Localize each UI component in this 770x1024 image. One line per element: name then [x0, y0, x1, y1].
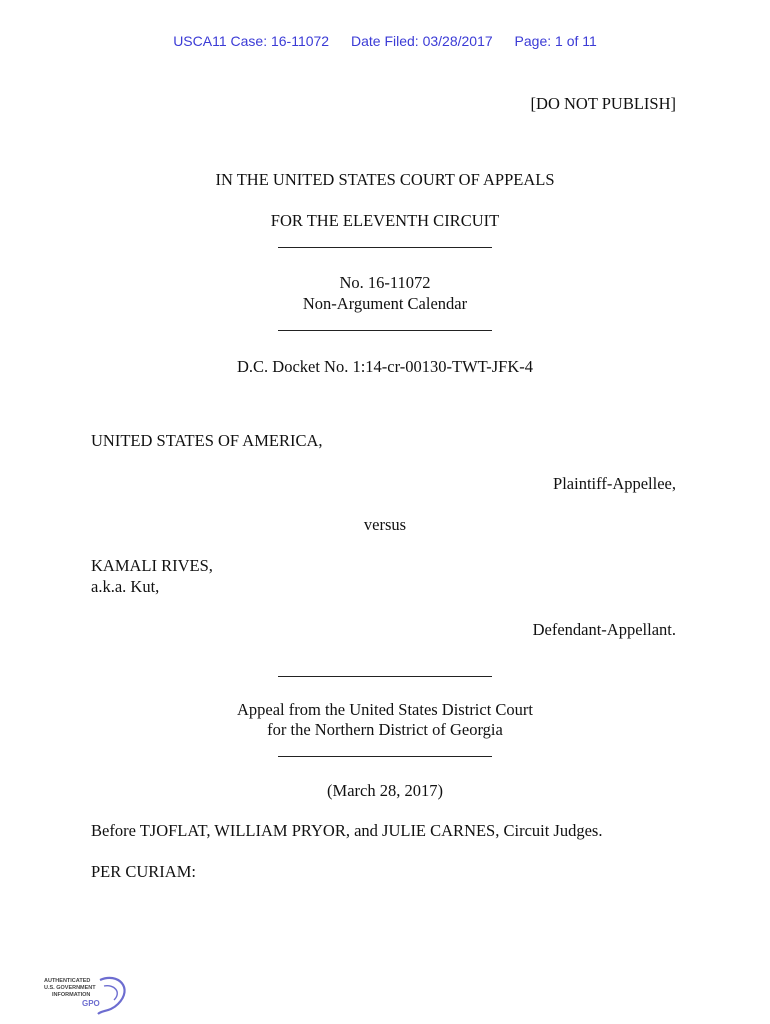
page-header	[0, 33, 770, 49]
gpo-authentication-seal	[42, 974, 132, 1018]
calendar-type: Non-Argument Calendar	[302, 294, 468, 313]
eagle-wing-icon	[104, 986, 117, 1000]
seal-line-2: U.S. GOVERNMENT	[44, 985, 96, 991]
defendant-role: Defendant-Appellant.	[532, 620, 676, 639]
defendant-name: KAMALI RIVES,	[91, 556, 213, 575]
defendant-alias: a.k.a. Kut,	[91, 577, 160, 596]
publish-note: [DO NOT PUBLISH]	[530, 94, 676, 113]
per-curiam: PER CURIAM:	[91, 862, 196, 881]
divider-rule	[278, 676, 492, 677]
decision-date: (March 28, 2017)	[327, 781, 443, 800]
panel-judges: Before TJOFLAT, WILLIAM PRYOR, and JULIE CARNES, Circuit Judges.	[91, 821, 603, 840]
appeal-district: for the Northern District of Georgia	[267, 720, 503, 739]
eagle-swoosh-icon	[98, 978, 125, 1014]
plaintiff-role: Plaintiff-Appellee,	[553, 474, 676, 493]
divider-rule	[278, 756, 492, 757]
circuit-name: FOR THE ELEVENTH CIRCUIT	[270, 211, 500, 230]
docket-number: D.C. Docket No. 1:14-cr-00130-TWT-JFK-4	[236, 357, 533, 376]
gpo-mark: GPO	[82, 999, 100, 1008]
versus-label: versus	[363, 515, 407, 534]
appeal-origin: Appeal from the United States District Court	[236, 700, 534, 719]
seal-line-1: AUTHENTICATED	[44, 978, 91, 984]
page-count-header: Page: 1 of 11	[514, 33, 597, 49]
divider-rule	[278, 330, 492, 331]
divider-rule	[278, 247, 492, 248]
case-header: USCA11 Case: 16-11072	[173, 33, 330, 49]
plaintiff-name: UNITED STATES OF AMERICA,	[91, 431, 323, 450]
case-number: No. 16-11072	[339, 273, 431, 292]
date-filed-header: Date Filed: 03/28/2017	[351, 33, 493, 49]
court-name: IN THE UNITED STATES COURT OF APPEALS	[215, 170, 555, 189]
seal-line-3: INFORMATION	[52, 992, 91, 998]
